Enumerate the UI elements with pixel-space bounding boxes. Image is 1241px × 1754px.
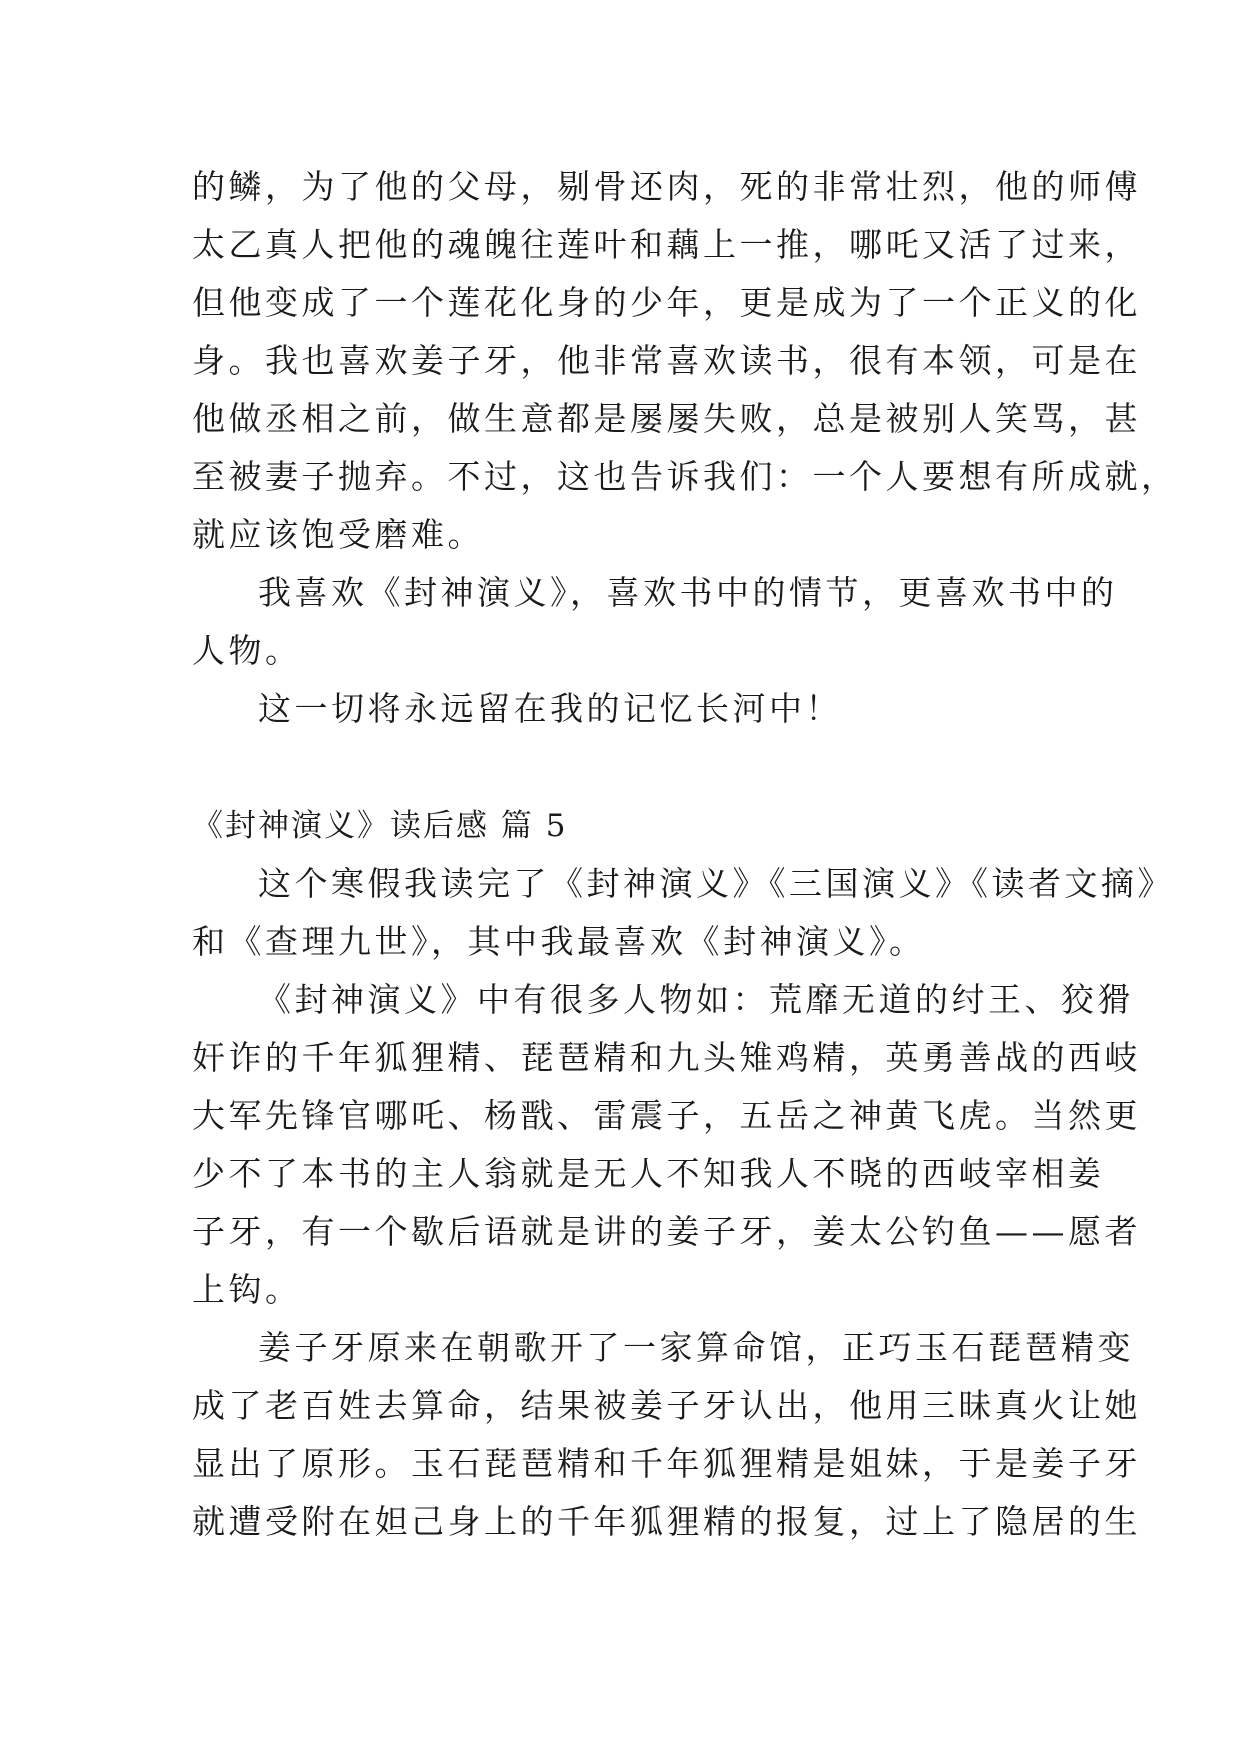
text-line: 的鳞，为了他的父母，剔骨还肉，死的非常壮烈，他的师傅 <box>192 167 1141 206</box>
text-line: 成了老百姓去算命，结果被姜子牙认出，他用三昧真火让她 <box>192 1386 1141 1425</box>
text-line: 至被妻子抛弃。不过，这也告诉我们：一个人要想有所成就， <box>192 457 1178 496</box>
text-line: 他做丞相之前，做生意都是屡屡失败，总是被别人笑骂，甚 <box>192 399 1141 438</box>
text-line: 太乙真人把他的魂魄往莲叶和藕上一推，哪吒又活了过来， <box>192 225 1141 264</box>
text-line: 上钩。 <box>192 1270 302 1309</box>
text-line: 就应该饱受磨难。 <box>192 515 484 554</box>
text-line: 这个寒假我读完了《封神演义》《三国演义》《读者文摘》 <box>258 864 1174 903</box>
text-line: 少不了本书的主人翁就是无人不知我人不晓的西岐宰相姜 <box>192 1154 1105 1193</box>
text-line: 大军先锋官哪吒、杨戬、雷震子，五岳之神黄飞虎。当然更 <box>192 1096 1141 1135</box>
text-line: 奸诈的千年狐狸精、琵琶精和九头雉鸡精，英勇善战的西岐 <box>192 1038 1141 1077</box>
text-line: 显出了原形。玉石琵琶精和千年狐狸精是姐妹，于是姜子牙 <box>192 1444 1141 1483</box>
text-line: 《封神演义》中有很多人物如：荒靡无道的纣王、狡猾 <box>258 980 1134 1019</box>
text-line: 姜子牙原来在朝歌开了一家算命馆，正巧玉石琵琶精变 <box>258 1328 1134 1367</box>
text-line: 身。我也喜欢姜子牙，他非常喜欢读书，很有本领，可是在 <box>192 341 1141 380</box>
section-heading: 《封神演义》读后感 篇 5 <box>192 808 568 844</box>
text-line: 我喜欢《封神演义》，喜欢书中的情节，更喜欢书中的 <box>258 573 1118 612</box>
text-line: 就遭受附在妲己身上的千年狐狸精的报复，过上了隐居的生 <box>192 1502 1141 1541</box>
text-line: 人物。 <box>192 631 302 670</box>
text-line: 和《查理九世》，其中我最喜欢《封神演义》。 <box>192 922 926 961</box>
text-line: 子牙，有一个歇后语就是讲的姜子牙，姜太公钓鱼——愿者 <box>192 1212 1141 1251</box>
text-line: 这一切将永远留在我的记忆长河中！ <box>258 689 842 728</box>
text-line: 但他变成了一个莲花化身的少年，更是成为了一个正义的化 <box>192 283 1141 322</box>
